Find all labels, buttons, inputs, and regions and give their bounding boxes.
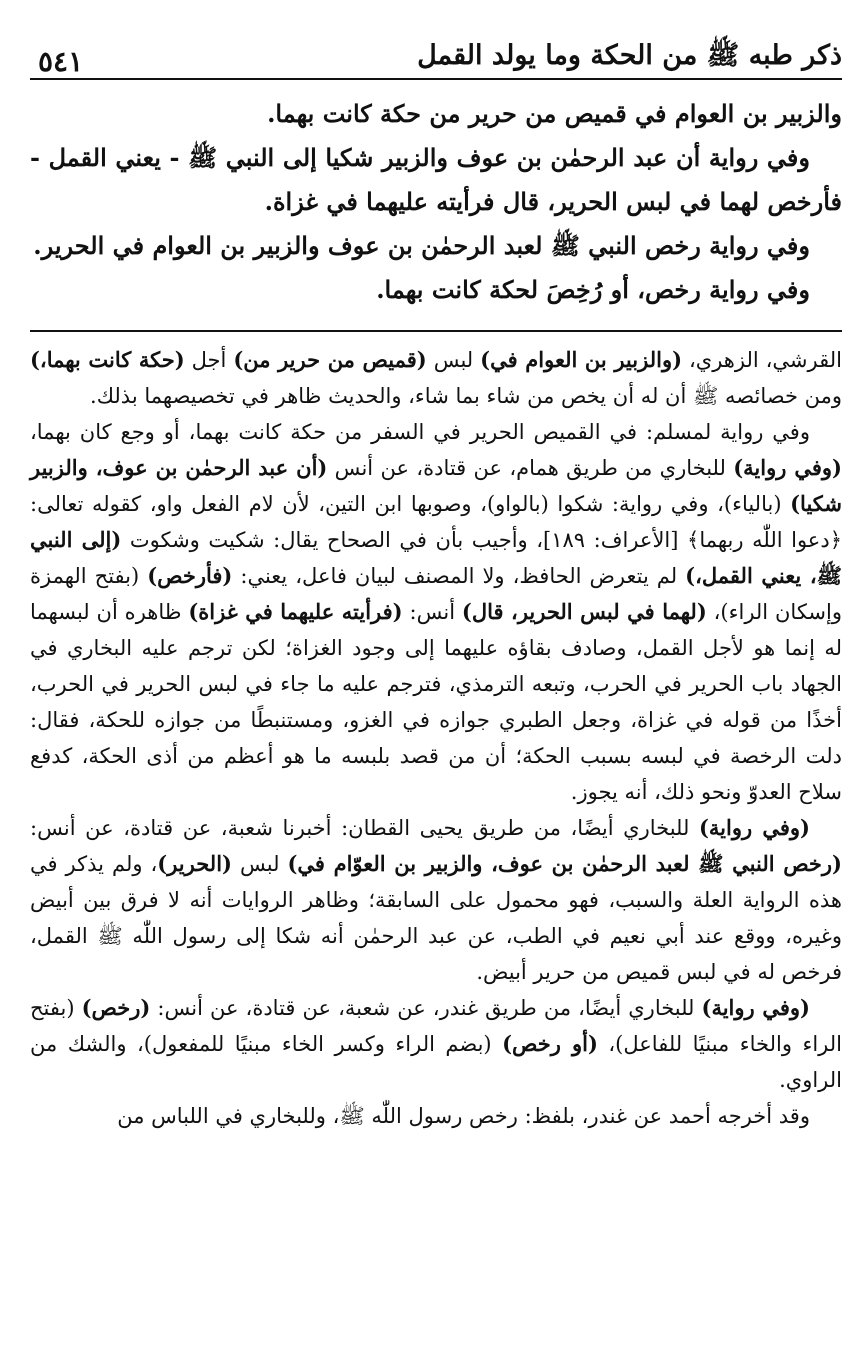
note-text: لبس <box>426 348 481 372</box>
main-paragraph: والزبير بن العوام في قميص من حرير من حكة كانت بهما. <box>267 99 842 128</box>
note-text: للبخاري أيضًا، من طريق غندر، عن شعبة، عن قتادة، عن أنس: <box>150 996 702 1020</box>
quoted-text: (رخص النبي ﷺ لعبد الرحمٰن بن عوف، والزبير بن العوّام في) <box>287 851 842 876</box>
quoted-text: (والزبير بن العوام في) <box>480 347 683 372</box>
note-text: (بفتح الهمزة وإسكان الراء)، <box>30 564 842 624</box>
quoted-text: (فأرخص) <box>147 563 233 588</box>
main-paragraph: وفي رواية أن عبد الرحمٰن بن عوف والزبير شكيا إلى النبي ﷺ - يعني القمل - فأرخص لهما في لبس الحرير، قال فرأيته عليهما في غزاة. <box>30 143 842 216</box>
note-text: لم يتعرض الحافظ، ولا المصنف لبيان فاعل، يعني: <box>232 564 686 588</box>
note-text: وفي رواية لمسلم: في القميص الحرير في السفر من حكة كانت بهما، أو وجع كان بهما، <box>30 420 810 444</box>
commentary-paragraph <box>30 342 842 414</box>
note-text: ومن خصائصه ﷺ أن له أن يخص من شاء بما شاء، والحديث ظاهر في تخصيصهما بذلك. <box>90 384 842 408</box>
main-paragraph: وفي رواية رخص النبي ﷺ لعبد الرحمٰن بن عوف والزبير بن العوام في الحرير. <box>33 231 810 260</box>
note-text: لبس <box>231 852 288 876</box>
chapter-title: ذكر طبه ﷺ من الحكة وما يولد القمل <box>417 40 842 71</box>
commentary-paragraph <box>30 810 842 990</box>
main-text <box>30 92 842 312</box>
main-paragraph: وفي رواية رخص، أو رُخِصَ لحكة كانت بهما. <box>376 275 810 304</box>
quoted-text: (رخص) <box>81 995 151 1020</box>
note-text: ظاهره أن لبسهما له إنما هو لأجل القمل، وصادف بقاؤه عليهما إلى وجود الغزاة؛ لكن ترجم عليه البخاري في الجهاد باب الحرير في الحرب، وتبعه الترمذي، فترجم عليه ما جاء في لبس الحرير في الحرب، أخذًا من قوله في غزاة، وجعل الطبري جوازه في الغزو، ومستنبطًا من جوازه للحكة، فقال: دلت الرخصة في لبسه بسبب الحكة؛ أن من قصد بلبسه ما هو أعظم من أذى الحكة، كدفع سلاح العدوّ ونحو ذلك، أنه يجوز. <box>30 600 842 804</box>
note-text: (بضم الراء وكسر الخاء مبنيًا للمفعول)، والشك من الراوي. <box>30 1032 842 1092</box>
note-text: (بالياء)، وفي رواية: شكوا (بالواو)، وصوبها ابن التين، لأن لام الفعل واو، كقوله تعالى: ﴿دعوا اللّٰه ربهما﴾ [الأعراف: ١٨٩]، وأجيب بأن في الصحاح يقال: شكيت وشكوت <box>30 492 842 552</box>
page-number: ٥٤١ <box>38 45 84 78</box>
note-text: أنس: <box>402 600 462 624</box>
note-text: للبخاري أيضًا، من طريق يحيى القطان: أخبرنا شعبة، عن قتادة، عن أنس: <box>30 816 699 840</box>
note-text: أجل <box>184 348 234 372</box>
note-text: (بفتح الراء والخاء مبنيًا للفاعل)، <box>30 996 842 1056</box>
quoted-text: (قميص من حرير من) <box>233 347 427 372</box>
quoted-text: (حكة كانت بهما،) <box>30 347 185 372</box>
commentary <box>30 342 842 1134</box>
commentary-paragraph <box>30 990 842 1098</box>
section-divider <box>30 330 842 332</box>
quoted-text: (أو رخص) <box>502 1031 598 1056</box>
book-page <box>30 28 842 1338</box>
quoted-text: (وفي رواية) <box>698 815 810 840</box>
quoted-text: (وفي رواية) <box>701 995 810 1020</box>
note-text: ، ولم يذكر في هذه الرواية العلة والسبب، فهو محمول على السابقة؛ وظاهر الروايات أنه لا فرق بين أبيض وغيره، ووقع عند أبي نعيم في الطب، عن عبد الرحمٰن أنه شكا إلى رسول اللّٰه ﷺ القمل، فرخص له في لبس قميص من حرير أبيض. <box>30 852 842 984</box>
note-text: للبخاري من طريق همام، عن قتادة، عن أنس <box>327 456 734 480</box>
quoted-text: (لهما في لبس الحرير، قال) <box>461 599 707 624</box>
note-text: القرشي، الزهري، <box>682 348 842 372</box>
commentary-paragraph: وقد أخرجه أحمد عن غندر، بلفظ: رخص رسول اللّٰه ﷺ، وللبخاري في اللباس من <box>117 1104 810 1128</box>
quoted-text: (إلى النبي ﷺ، يعني القمل،) <box>30 527 843 588</box>
quoted-text: (أن عبد الرحمٰن بن عوف، والزبير شكيا) <box>30 455 842 516</box>
quoted-text: (الحرير) <box>157 851 232 876</box>
quoted-text: (فرأيته عليهما في غزاة) <box>188 599 403 624</box>
quoted-text: (وفي رواية) <box>733 455 842 480</box>
page-header <box>30 28 842 80</box>
commentary-paragraph <box>30 414 842 810</box>
